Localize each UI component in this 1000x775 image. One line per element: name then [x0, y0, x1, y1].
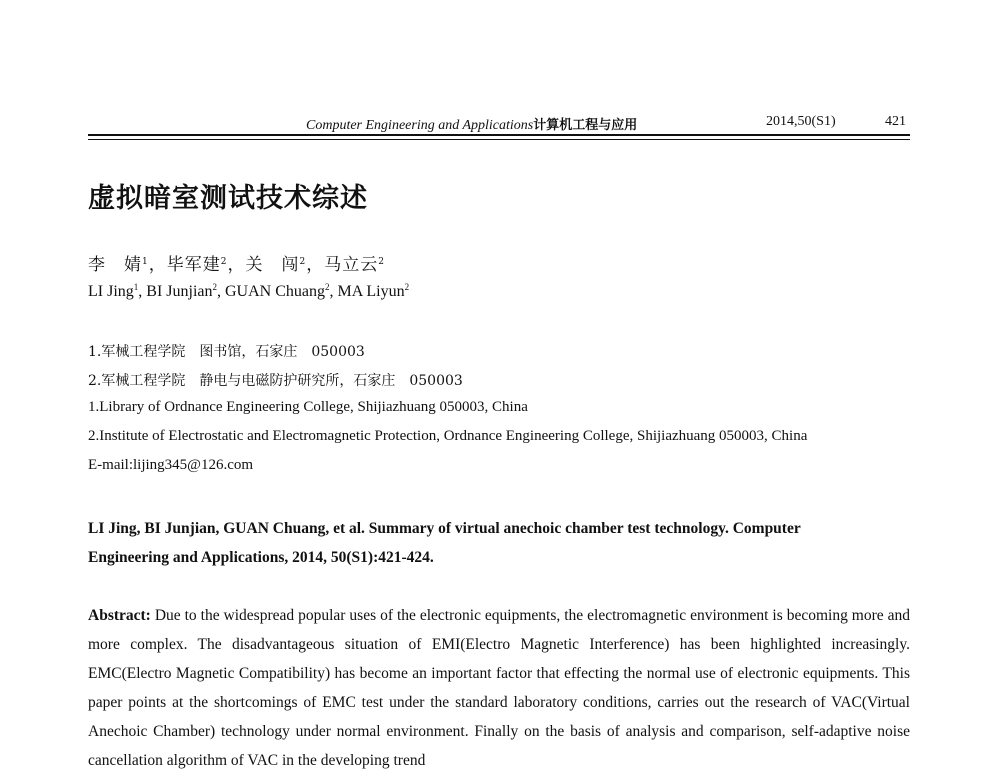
author-name: MA Liyun: [337, 283, 405, 300]
header-rule-thin: [88, 139, 910, 140]
author-name: 马立云: [324, 255, 379, 275]
abstract-text: Due to the widespread popular uses of the electronic equipments, the electromagnetic environment is becoming more and more complex. The disadvantageous situation of EMI(Electro Magnetic Interference) has been highlighted increasingly. EMC(Electro Magnetic Compatibility) has become an important factor that effecting the normal use of electronic equipments. This paper points at the shortcomings of EMC test under the standard laboratory conditions, carries out the research of VAC(Virtual Anechoic Chamber) technology under normal environment. Finally on the basis of analysis and comparison, self-adaptive noise cancellation algorithm of VAC in the developing trend: [88, 607, 910, 769]
paper-title: 虚拟暗室测试技术综述: [88, 183, 368, 214]
citation-block: [88, 514, 914, 572]
author-affiliation-mark: 1: [142, 257, 149, 267]
author-separator: ,: [329, 283, 338, 300]
citation-line-2: Engineering and Applications, 2014, 50(S1):421-424.: [88, 549, 434, 566]
affiliation-cn-2: 2.军械工程学院 静电与电磁防护研究所，石家庄 050003: [88, 373, 463, 389]
authors-chinese: [88, 250, 385, 275]
citation-line-1: LI Jing, BI Junjian, GUAN Chuang, et al. Summary of virtual anechoic chamber test technology. Computer: [88, 520, 801, 537]
journal-name-en: Computer Engineering and Applications: [306, 118, 534, 133]
journal-name-cn: 计算机工程与应用: [533, 118, 638, 133]
abstract-paragraph: [88, 601, 910, 775]
author-affiliation-mark: 2: [299, 257, 307, 267]
affiliation-cn-1: 1.军械工程学院 图书馆，石家庄 050003: [88, 344, 365, 360]
author-separator: ，: [148, 255, 167, 275]
author-affiliation-mark: 2: [378, 257, 385, 267]
author-affiliation-mark: 1: [133, 282, 139, 292]
running-header: [88, 112, 910, 134]
author-affiliation-mark: 2: [325, 282, 330, 292]
author-separator: ，: [306, 255, 325, 275]
author-name: 毕军建: [166, 255, 221, 275]
author-affiliation-mark: 2: [404, 282, 410, 292]
author-affiliation-mark: 2: [220, 257, 228, 267]
abstract-label: Abstract:: [88, 607, 151, 624]
journal-name: [306, 114, 637, 134]
author-separator: ,: [217, 283, 225, 300]
author-separator: ,: [138, 283, 147, 300]
volume-issue: 2014,50(S1): [766, 114, 836, 129]
author-separator: ，: [227, 255, 246, 275]
affiliation-en-2: 2.Institute of Electrostatic and Electromagnetic Protection, Ordnance Engineering College, Shijiazhuang 050003, China: [88, 428, 808, 444]
author-name: LI Jing: [88, 283, 134, 300]
author-name: 关 闯: [245, 255, 300, 275]
affiliation-en-1: 1.Library of Ordnance Engineering College, Shijiazhuang 050003, China: [88, 399, 528, 415]
authors-english: [88, 282, 409, 301]
header-rule-thick: [88, 134, 910, 136]
author-name: GUAN Chuang: [225, 283, 325, 300]
author-affiliation-mark: 2: [212, 282, 217, 292]
page-number: 421: [885, 114, 906, 129]
author-name: BI Junjian: [146, 283, 213, 300]
author-name: 李 婧: [88, 255, 142, 275]
email-address[interactable]: E-mail:lijing345@126.com: [88, 457, 254, 473]
